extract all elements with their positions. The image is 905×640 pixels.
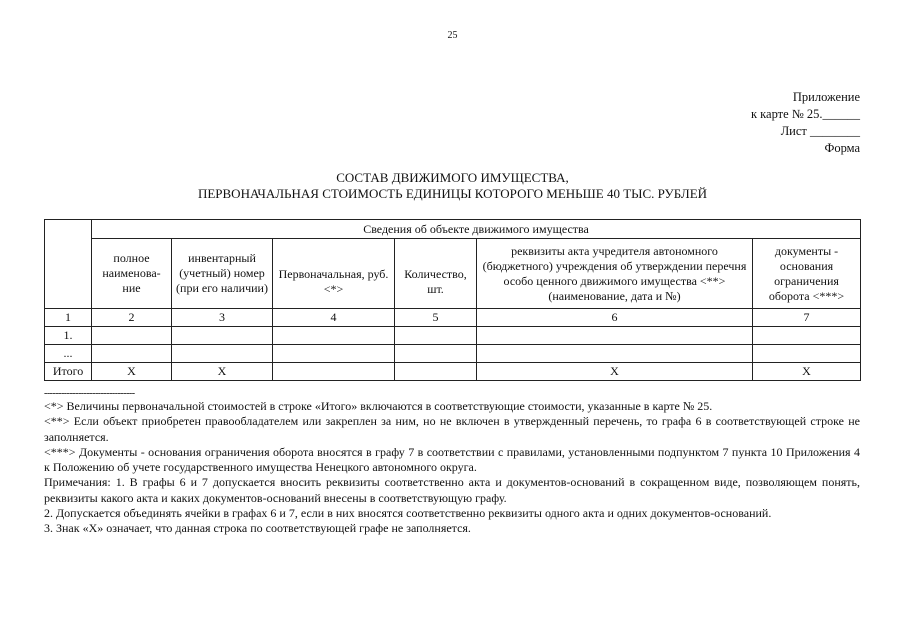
column-number: 4 (273, 309, 395, 327)
table-cell (172, 345, 273, 363)
header-act-details: реквизиты акта учредителя автономного (бюджетного) учреждения об утверждении перечня особо ценного движимого имущества <**> (наименование, дата и №) (477, 239, 753, 309)
header-inventory-number: инвентарный (учетный) номер (при его наличии) (172, 239, 273, 309)
note-2: 2. Допускается объединять ячейки в графах 6 и 7, если в них вносятся соответственно реквизиты одного акта и одних документов-оснований. (44, 506, 772, 521)
row-number-header (45, 220, 92, 309)
group-header: Сведения об объекте движимого имущества (92, 220, 861, 239)
header-full-name: полное наименова-ние (92, 239, 172, 309)
table-cell (273, 327, 395, 345)
table-cell (273, 345, 395, 363)
table-cell (395, 327, 477, 345)
x-mark: X (753, 363, 861, 381)
appendix-form: Форма (824, 141, 860, 155)
column-number: 3 (172, 309, 273, 327)
column-number: 5 (395, 309, 477, 327)
x-mark: X (477, 363, 753, 381)
table-row (45, 327, 861, 345)
table-row (45, 345, 861, 363)
table-cell (753, 345, 861, 363)
page-number: 25 (447, 30, 458, 41)
column-number-row (45, 309, 861, 327)
header-restriction-docs: документы - основания ограничения оборота <***> (753, 239, 861, 309)
notes-section (44, 389, 860, 537)
appendix-block (751, 89, 860, 157)
header-quantity: Количество, шт. (395, 239, 477, 309)
table-cell (477, 327, 753, 345)
footnote-1: <*> Величины первоначальной стоимостей в строке «Итого» включаются в соответствующие стоимости, указанные в карте № 25. (44, 399, 713, 413)
table-cell (753, 327, 861, 345)
property-table (44, 219, 861, 381)
column-number: 7 (753, 309, 861, 327)
appendix-sheet: Лист ________ (780, 124, 860, 138)
column-number: 1 (45, 309, 92, 327)
table-cell (395, 363, 477, 381)
table-cell (477, 345, 753, 363)
title-line-1: СОСТАВ ДВИЖИМОГО ИМУЩЕСТВА, (336, 170, 569, 185)
row-label: ... (45, 345, 92, 363)
note-1: Примечания: 1. В графы 6 и 7 допускается вносить реквизиты соответственно акта и документов-оснований в сокращенном виде, позволяющем понять, реквизиты какого акта и каких документов-оснований внесены в соответствующую графу. (44, 475, 860, 505)
header-initial-cost: Первоначальная, руб. <*> (273, 239, 395, 309)
row-label: 1. (45, 327, 92, 345)
total-label: Итого (45, 363, 92, 381)
table-cell (273, 363, 395, 381)
table-cell (172, 327, 273, 345)
title-line-2: ПЕРВОНАЧАЛЬНАЯ СТОИМОСТЬ ЕДИНИЦЫ КОТОРОГО МЕНЬШЕ 40 ТЫС. РУБЛЕЙ (197, 186, 708, 201)
table-cell (395, 345, 477, 363)
footnote-divider: -------------------------------- (44, 388, 135, 399)
column-number: 2 (92, 309, 172, 327)
document-title (0, 170, 905, 202)
note-3: 3. Знак «X» означает, что данная строка по соответствующей графе не заполняется. (44, 521, 471, 536)
column-number: 6 (477, 309, 753, 327)
table-cell (92, 327, 172, 345)
appendix-label: Приложение (792, 90, 860, 104)
footnote-2: <**> Если объект приобретен правообладателем или закреплен за ним, но не включен в утвержденный перечень, то графа 6 в соответствующей строке не заполняется. (44, 414, 860, 444)
footnote-3: <***> Документы - основания ограничения оборота вносятся в графу 7 в соответствии с правилами, установленными подпунктом 7 пункта 10 Приложения 4 к Положению об учете государственного имущества Ненецкого автономного округа. (44, 444, 860, 475)
table-cell (92, 345, 172, 363)
appendix-card-ref: к карте № 25.______ (750, 107, 860, 121)
x-mark: X (92, 363, 172, 381)
total-row (45, 363, 861, 381)
x-mark: X (172, 363, 273, 381)
